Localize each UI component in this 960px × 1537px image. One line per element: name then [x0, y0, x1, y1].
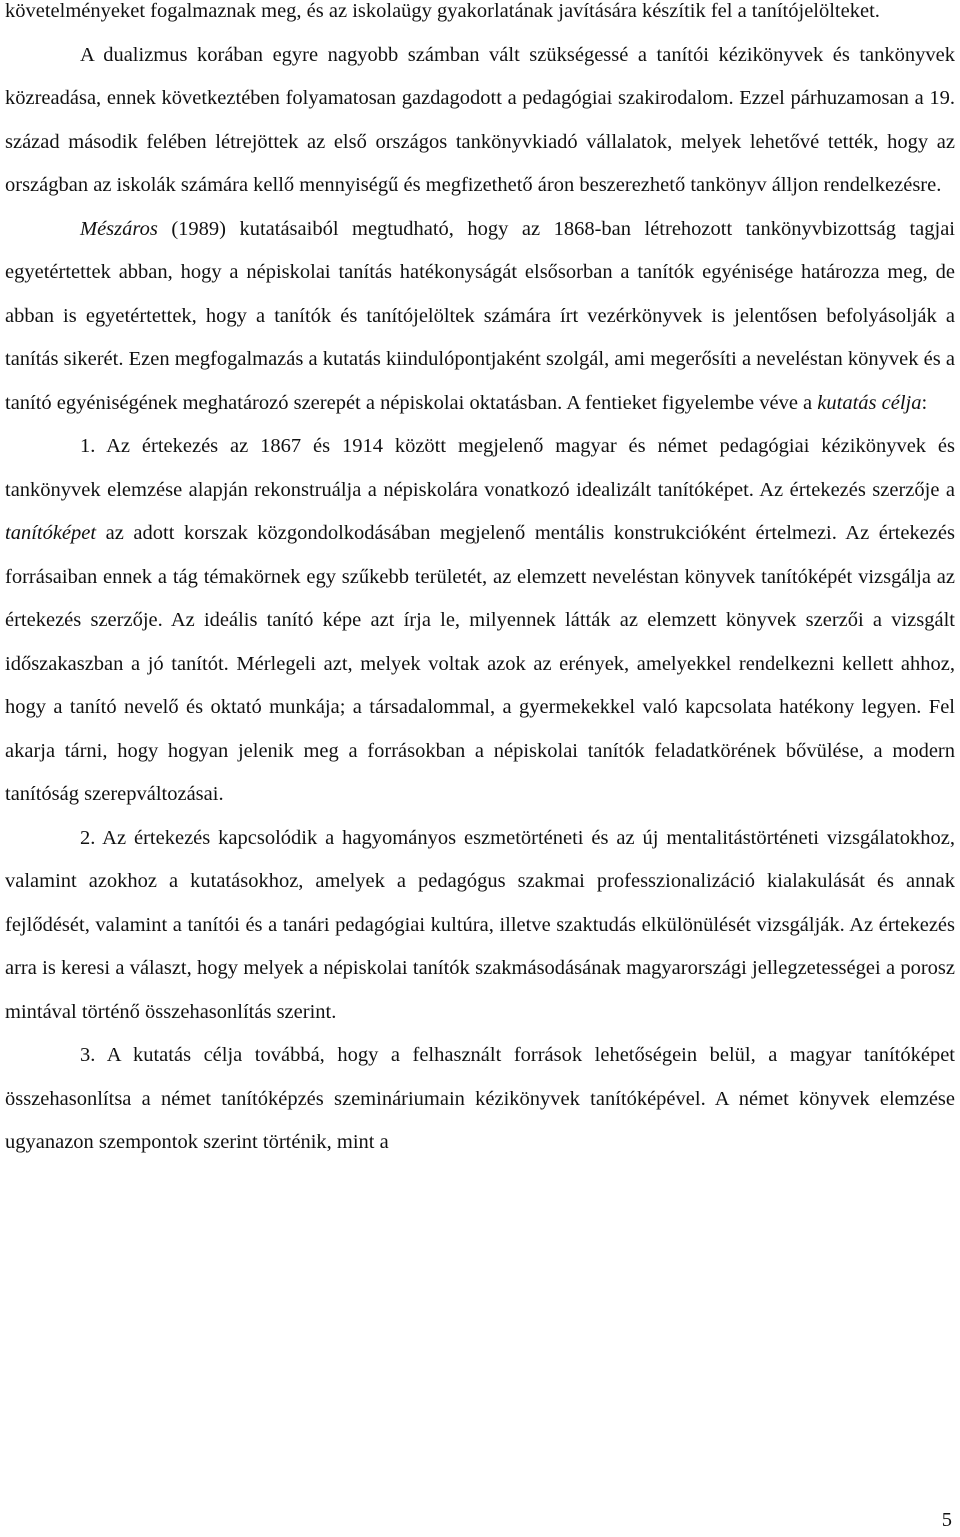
paragraph-3-text: (1989) kutatásaiból megtudható, hogy az 1868-ban létrehozott tankönyvbizottság tagjai egyetértettek abban, hogy a népiskolai tanítás hatékonyságát elsősorban a tanítók egyénisége határozza meg, de abban is egyetértettek, hogy a tanítók és tanítójelöltek számára írt vezérkönyvek is jelentősen befolyásolják a tanítás sikerét. Ezen megfogalmazás a kutatás kiindulópontjaként szolgál, ami megerősíti a neveléstan könyvek és a tanító egyéniségének meghatározó szerepét a népiskolai oktatásban. A fentieket figyelembe véve a: [5, 217, 955, 414]
paragraph-aim-1-text-cont: az adott korszak közgondolkodásában megjelenő mentális konstrukcióként értelmezi. Az értekezés forrásaiban ennek a tág témakörnek egy szűkebb területét, az elemzett neveléstan könyvek tanítóképét vizsgálja az értekezés szerzője. Az ideális tanító képe azt írja le, milyennek látták az elemzett könyvek szerzői a vizsgált időszakaszban a jó tanítót. Mérlegeli azt, melyek voltak azok az erények, amelyekkel rendelkezni kellett ahhoz, hogy a tanító nevelő és oktató munkája; a társadalommal, a gyermekekkel való kapcsolata hatékony legyen. Fel akarja tárni, hogy hogyan jelenik meg a forrásokban a népiskolai tanítók feladatkörének bővülése, a modern tanítóság szerepváltozásai.: [5, 522, 955, 805]
teacher-image-italic: tanítóképet: [5, 522, 97, 544]
paragraph-aim-3-text: 3. A kutatás célja továbbá, hogy a felhasznált források lehetőségein belül, a magyar tanítóképet összehasonlítsa a német tanítóképzés szemináriumain kézikönyvek tanítóképével. A német könyvek elemzése ugyanazon szempontok szerint történik, mint a: [5, 1044, 955, 1153]
paragraph-aim-2-text: 2. Az értekezés kapcsolódik a hagyományos eszmetörténeti és az új mentalitástörténeti vizsgálatokhoz, valamint azokhoz a kutatásokhoz, amelyek a pedagógus szakmai professzionalizáció kialakulását és annak fejlődését, valamint a tanítói és a tanári pedagógiai kultúra, illetve szaktudás elkülönülését vizsgálják. Az értekezés arra is keresi a választ, hogy melyek a népiskolai tanítók szakmásodásának magyarországi jellegzetességei a porosz mintával történő összehasonlítás szerint.: [5, 826, 955, 1023]
author-name-italic: Mészáros: [80, 217, 158, 240]
paragraph-aim-1-text: 1. Az értekezés az 1867 és 1914 között megjelenő magyar és német pedagógiai kézikönyvek és tankönyvek elemzése alapján rekonstruálja a népiskolára vonatkozó idealizált tanítóképet. Az értekezés szerzője a: [5, 435, 955, 501]
paragraph-1: [5, 0, 955, 34]
research-aim-italic: kutatás célja: [817, 391, 922, 414]
paragraph-aim-2: [5, 817, 955, 1035]
paragraph-aim-3: [5, 1034, 955, 1165]
paragraph-3-colon: :: [921, 391, 928, 414]
paragraph-1-text: követelményeket fogalmaznak meg, és az iskolaügy gyakorlatának javítására készítik fel a tanítójelölteket.: [5, 0, 880, 22]
paragraph-2: [5, 34, 955, 208]
paragraph-3: [5, 208, 955, 426]
document-page: [5, 0, 955, 1165]
paragraph-2-text: A dualizmus korában egyre nagyobb számban vált szükségessé a tanítói kézikönyvek és tankönyvek közreadása, ennek következtében folyamatosan gazdagodott a pedagógiai szakirodalom. Ezzel párhuzamosan a 19. század második felében létrejöttek az első országos tankönyvkiadó vállalatok, melyek lehetővé tették, hogy az országban az iskolák számára kellő mennyiségű és megfizethető áron beszerezhető tankönyv álljon rendelkezésre.: [5, 43, 955, 196]
page-number: 5: [941, 1509, 952, 1531]
paragraph-aim-1: [5, 425, 955, 817]
